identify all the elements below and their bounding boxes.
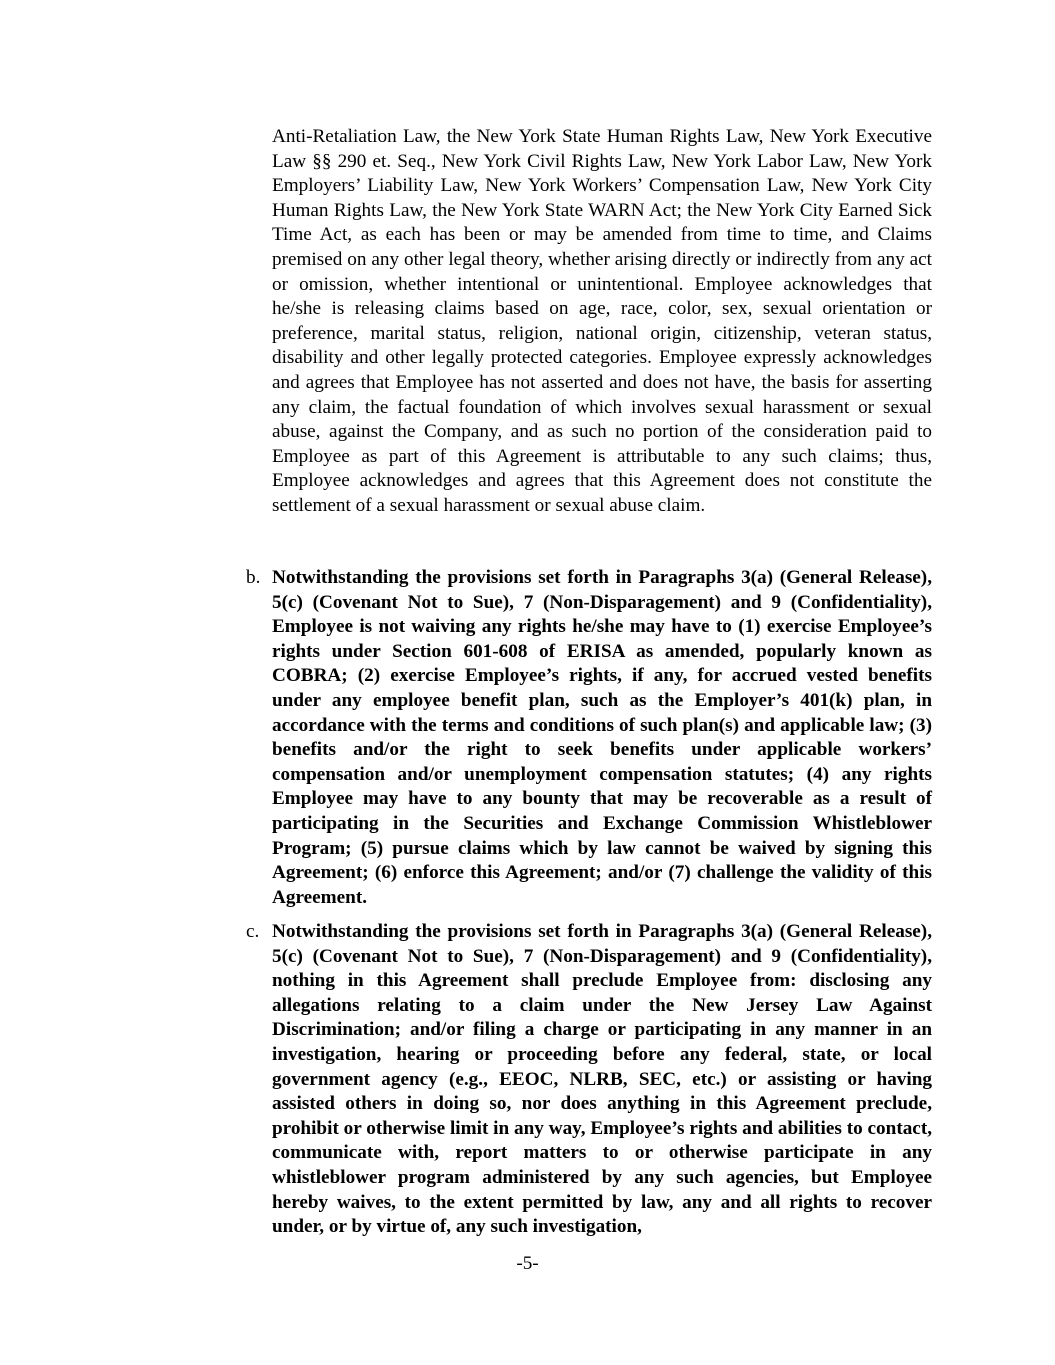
item-b-text: Notwithstanding the provisions set forth in Paragraphs 3(a) (General Release), 5(c) (Covenant Not to Sue), 7 (Non-Disparagement) and 9 (Confidentiality), Employee is not waiving any rights he/she may have to (1) exercise Employee’s rights under Section 601-608 of ERISA as amended, popularly known as COBRA; (2) exercise Employee’s rights, if any, for accrued vested benefits under any employee benefit plan, such as the Employer’s 401(k) plan, in accordance with the terms and conditions of such plan(s) and applicable law; (3) benefits and/or the right to seek benefits under applicable workers’ compensation and/or unemployment compensation statutes; (4) any rights Employee may have to any bounty that may be recoverable as a result of participating in the Securities and Exchange Commission Whistleblower Program; (5) pursue claims which by law cannot be waived by signing this Agreement; (6) enforce this Agreement; and/or (7) challenge the validity of this Agreement. [272,567,932,908]
item-b-marker: b. [246,567,261,588]
page-number: -5- [516,1253,539,1274]
paragraph-a-continuation: Anti-Retaliation Law, the New York State Human Rights Law, New York Executive Law §§ 290 et. Seq., New York Civil Rights Law, New York Labor Law, New York Employers’ Liability Law, New York Workers’ Compensation Law, New York City Human Rights Law, the New York State WARN Act; the New York City Earned Sick Time Act, as each has been or may be amended from time to time, and Claims premised on any other legal theory, whether arising directly or indirectly from any act or omission, whether intentional or unintentional. Employee acknowledges that he/she is releasing claims based on age, race, color, sex, sexual orientation or preference, marital status, religion, national origin, citizenship, veteran status, disability and other legally protected categories. Employee expressly acknowledges and agrees that Employee has not asserted and does not have, the basis for asserting any claim, the factual foundation of which involves sexual harassment or sexual abuse, against the Company, and as such no portion of the consideration paid to Employee as part of this Agreement is attributable to any such claims; thus, Employee acknowledges and agrees that this Agreement does not constitute the settlement of a sexual harassment or sexual abuse claim. [272,126,932,516]
item-c-marker: c. [246,921,260,942]
item-c-text: Notwithstanding the provisions set forth in Paragraphs 3(a) (General Release), 5(c) (Covenant Not to Sue), 7 (Non-Disparagement) and 9 (Confidentiality), nothing in this Agreement shall preclude Employee from: disclosing any allegations relating to a claim under the New Jersey Law Against Discrimination; and/or filing a charge or participating in any manner in an investigation, hearing or proceeding before any federal, state, or local government agency (e.g., EEOC, NLRB, SEC, etc.) or assisting or having assisted others in doing so, nor does anything in this Agreement preclude, prohibit or otherwise limit in any way, Employee’s rights and abilities to contact, communicate with, report matters to or otherwise participate in any whistleblower program administered by any such agencies, but Employee hereby waives, to the extent permitted by law, any and all rights to recover under, or by virtue of, any such investigation, [272,921,932,1238]
